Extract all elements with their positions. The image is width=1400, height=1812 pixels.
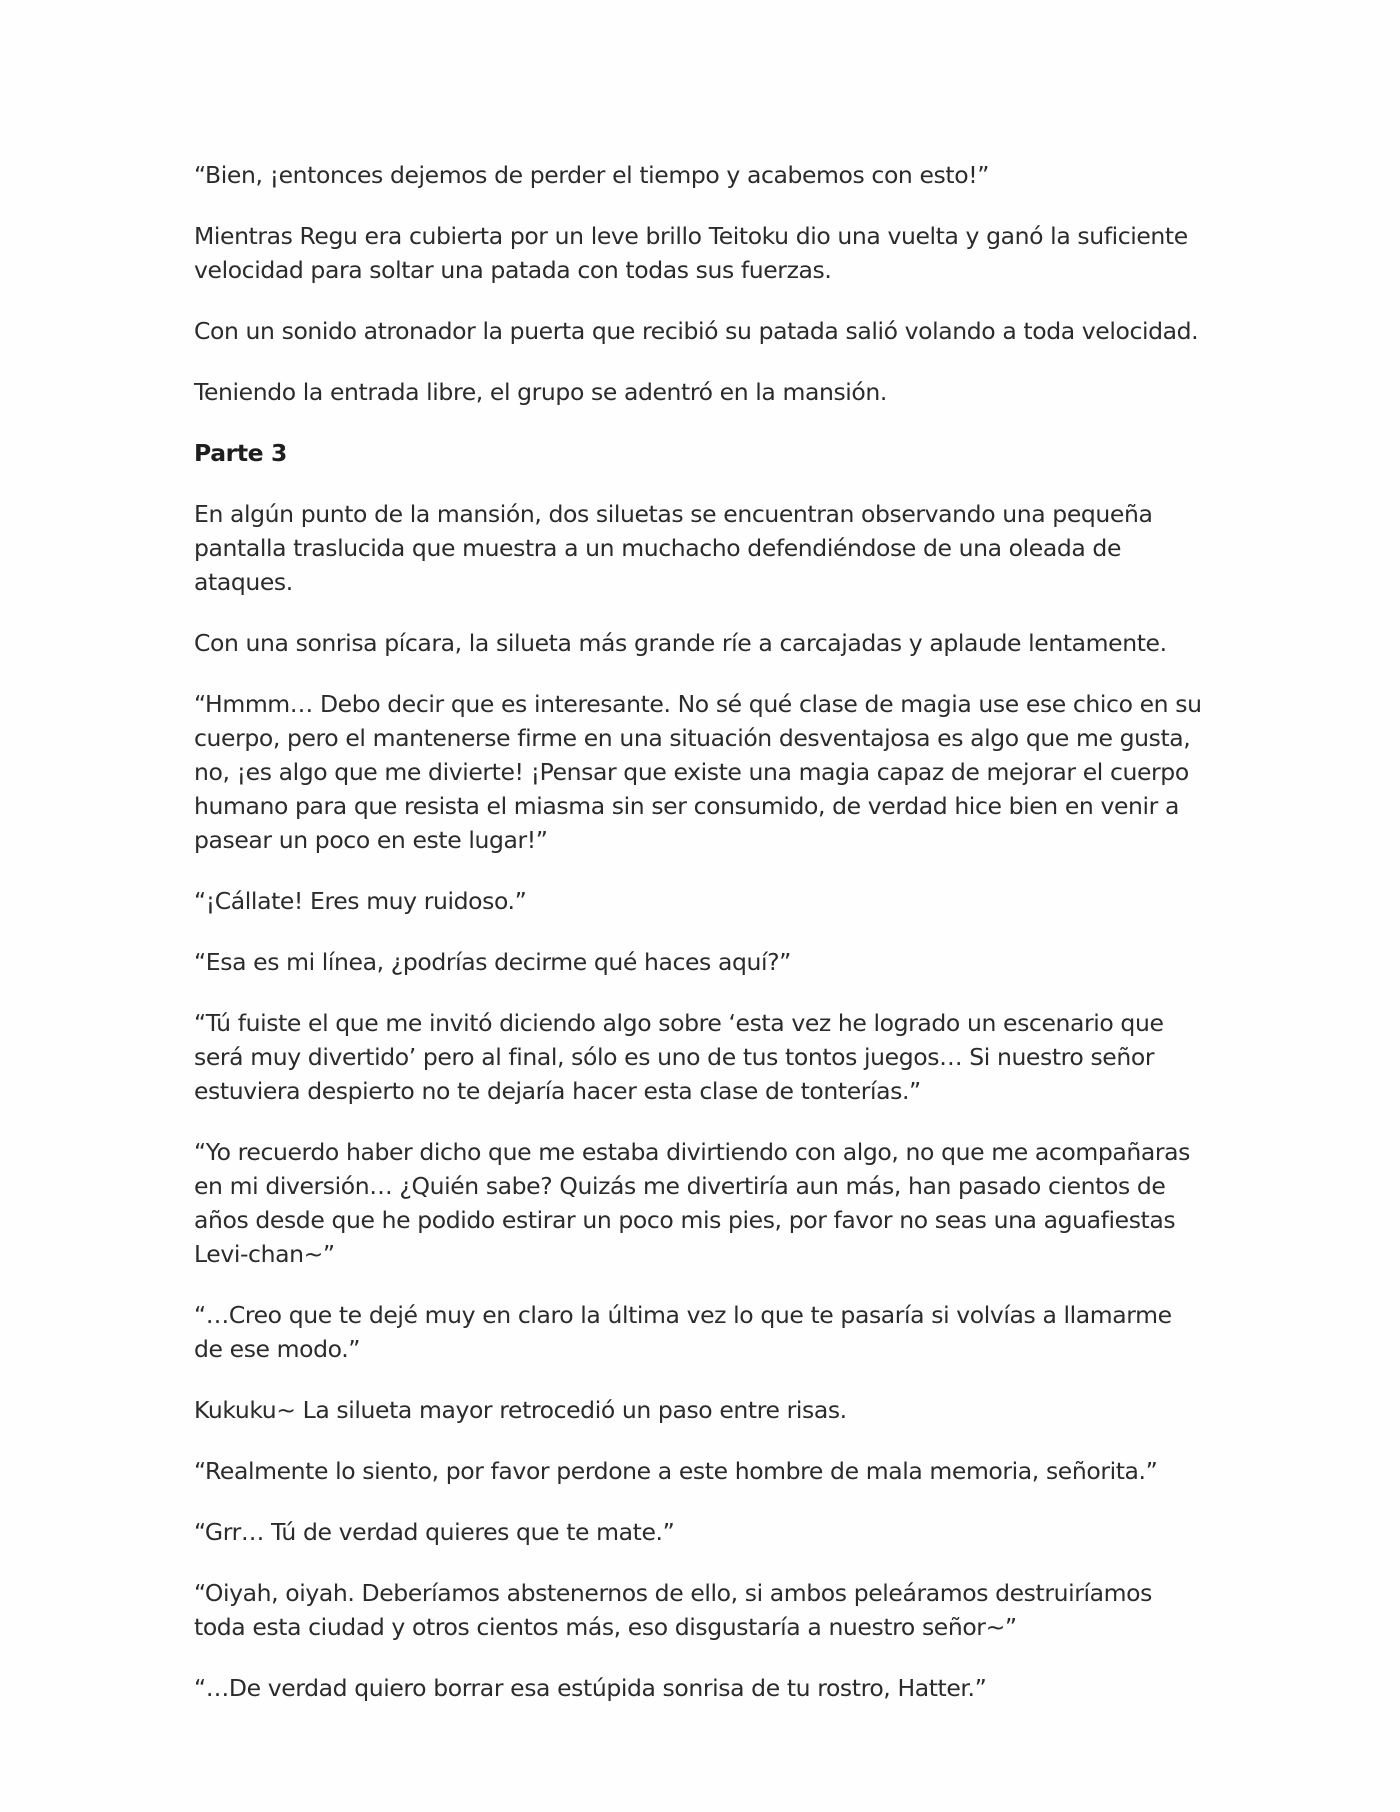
paragraph: “Oiyah, oiyah. Deberíamos abstenernos de ello, si ambos peleáramos destruiríamos toda esta ciudad y otros cientos más, eso disgustaría a nuestro señor~” xyxy=(194,1579,1152,1641)
paragraph: Teniendo la entrada libre, el grupo se adentró en la mansión. xyxy=(194,378,887,406)
paragraph: “Bien, ¡entonces dejemos de perder el tiempo y acabemos con esto!” xyxy=(194,161,989,189)
paragraph: Con una sonrisa pícara, la silueta más grande ríe a carcajadas y aplaude lentamente. xyxy=(194,629,1167,657)
paragraph: Mientras Regu era cubierta por un leve brillo Teitoku dio una vuelta y ganó la suficiente velocidad para soltar una patada con todas sus fuerzas. xyxy=(194,222,1188,284)
document-body xyxy=(194,158,1204,1732)
paragraph: “Esa es mi línea, ¿podrías decirme qué haces aquí?” xyxy=(194,948,791,976)
paragraph: Con un sonido atronador la puerta que recibió su patada salió volando a toda velocidad. xyxy=(194,317,1199,345)
paragraph: “Hmmm… Debo decir que es interesante. No sé qué clase de magia use ese chico en su cuerpo, pero el mantenerse firme en una situación desventajosa es algo que me gusta, no, ¡es algo que me divierte! ¡Pensar que existe una magia capaz de mejorar el cuerpo humano para que resista el miasma sin ser consumido, de verdad hice bien en venir a pasear un poco en este lugar!” xyxy=(194,690,1202,854)
paragraph: “Grr… Tú de verdad quieres que te mate.” xyxy=(194,1518,675,1546)
paragraph: “…De verdad quiero borrar esa estúpida sonrisa de tu rostro, Hatter.” xyxy=(194,1674,987,1702)
section-heading: Parte 3 xyxy=(194,439,287,467)
paragraph: “Realmente lo siento, por favor perdone a este hombre de mala memoria, señorita.” xyxy=(194,1457,1158,1485)
paragraph: “Yo recuerdo haber dicho que me estaba divirtiendo con algo, no que me acompañaras en mi diversión… ¿Quién sabe? Quizás me divertiría aun más, han pasado cientos de años desde que he podido estirar un poco mis pies, por favor no seas una aguafiestas Levi-chan~” xyxy=(194,1138,1190,1268)
paragraph: En algún punto de la mansión, dos siluetas se encuentran observando una pequeña pantalla traslucida que muestra a un muchacho defendiéndose de una oleada de ataques. xyxy=(194,500,1153,596)
paragraph: “…Creo que te dejé muy en claro la última vez lo que te pasaría si volvías a llamarme de ese modo.” xyxy=(194,1301,1172,1363)
paragraph: Kukuku~ La silueta mayor retrocedió un paso entre risas. xyxy=(194,1396,847,1424)
paragraph: “¡Cállate! Eres muy ruidoso.” xyxy=(194,887,527,915)
paragraph: “Tú fuiste el que me invitó diciendo algo sobre ‘esta vez he logrado un escenario que será muy divertido’ pero al final, sólo es uno de tus tontos juegos… Si nuestro señor estuviera despierto no te dejaría hacer esta clase de tonterías.” xyxy=(194,1009,1164,1105)
